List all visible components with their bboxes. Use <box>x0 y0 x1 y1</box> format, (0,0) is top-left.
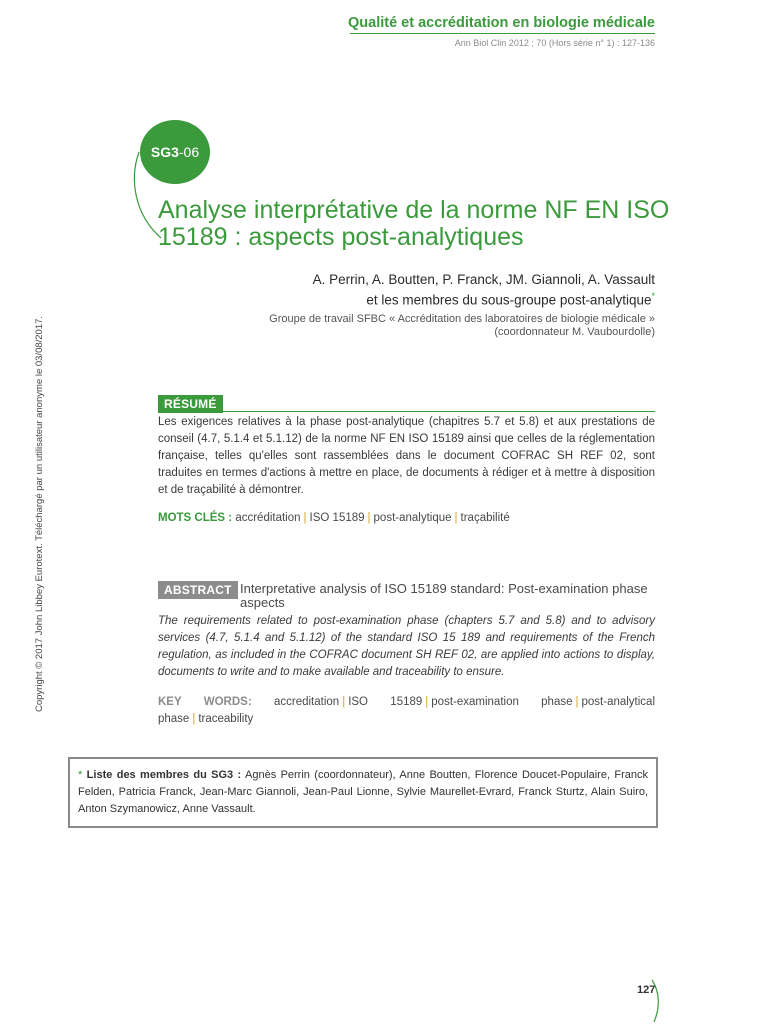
abstract-label: ABSTRACT <box>158 581 238 599</box>
affiliation-line-1: Groupe de travail SFBC « Accréditation des laboratoires de biologie médicale » <box>269 313 655 325</box>
keyword: accreditation <box>273 696 340 708</box>
abstract-rule <box>158 598 234 599</box>
authors-line-1: A. Perrin, A. Boutten, P. Franck, JM. Giannoli, A. Vassault <box>312 272 655 287</box>
affiliation-line-2: (coordonnateur M. Vaubourdolle) <box>494 326 655 338</box>
keyword: ISO 15189 <box>309 512 365 524</box>
copyright-notice: Copyright © 2017 John Libbey Eurotext. Téléchargé par un utilisateur anonyme le 03/08/2017. <box>34 315 45 712</box>
header-rule <box>350 33 655 34</box>
members-star: * <box>78 769 83 781</box>
citation: Ann Biol Clin 2012 ; 70 (Hors série n° 1) : 127-136 <box>454 38 655 48</box>
resume-keywords: MOTS CLÉS : accréditation | ISO 15189 | post-analytique | traçabilité <box>158 512 510 524</box>
page-curve-decoration <box>650 978 664 1024</box>
authors-footnote-mark: * <box>651 291 655 301</box>
abstract-keywords-label: KEY WORDS: <box>158 696 252 708</box>
keyword: post-analytique <box>373 512 452 524</box>
abstract-keywords: KEY WORDS: accreditation | ISO 15189 | post-examination phase | post-analytical phase | traceability <box>158 696 656 725</box>
keyword: ISO 15189 <box>348 696 423 708</box>
resume-label: RÉSUMÉ <box>158 395 223 413</box>
page-number: 127 <box>637 984 656 996</box>
resume-keywords-label: MOTS CLÉS : <box>158 512 233 524</box>
resume-rule <box>158 411 655 412</box>
members-footnote-box <box>68 757 658 828</box>
keyword: accréditation <box>235 512 301 524</box>
affiliation <box>135 313 655 339</box>
keyword: traçabilité <box>460 512 510 524</box>
abstract-title: Interpretative analysis of ISO 15189 standard: Post-examination phase aspects <box>240 581 648 610</box>
keyword: post-examination phase <box>431 696 573 708</box>
members-label: Liste des membres du SG3 : <box>86 769 242 781</box>
abstract-text: The requirements related to post-examination phase (chapters 5.7 and 5.8) and to advisory services (4.7, 5.1.4 and 5.1.12) of the standard ISO 15 189 and requirements of the French regulation, as included in the COFRAC document SH REF 02, are applied into actions to display, documents to write and to make available and traceability to ensure. <box>158 615 655 678</box>
resume-text: Les exigences relatives à la phase post-analytique (chapitres 5.7 et 5.8) et aux prestations de conseil (4.7, 5.1.4 et 5.1.12) de la norme NF EN ISO 15189 ainsi que celles de la réglementation française, telles qu'elles sont rassemblées dans le document COFRAC SH REF 02, sont traduites en termes d'actions à mettre en place, de documents à rédiger et à mettre à disposition et de traçabilité à démontrer. <box>158 416 655 496</box>
members-list: Agnès Perrin (coordonnateur), Anne Boutten, Florence Doucet-Populaire, Franck Felden, Patricia Franck, Jean-Marc Giannoli, Jean-Paul Lionne, Sylvie Maurellet-Evrard, Franck Sturtz, Alain Suiro, Anton Szymanowicz, Anne Vassault. <box>78 769 649 815</box>
journal-title: Qualité et accréditation en biologie médicale <box>348 15 655 31</box>
section-badge-number: -06 <box>178 144 200 160</box>
keyword: post-analytical phase <box>158 696 656 725</box>
authors-line-2: et les membres du sous-groupe post-analytique* <box>366 291 655 308</box>
section-badge-code: SG3 <box>150 144 179 160</box>
authors <box>135 272 655 309</box>
article-title: Analyse interprétative de la norme NF EN ISO 15189 : aspects post-analytiques <box>158 196 670 251</box>
keyword: traceability <box>198 713 254 725</box>
